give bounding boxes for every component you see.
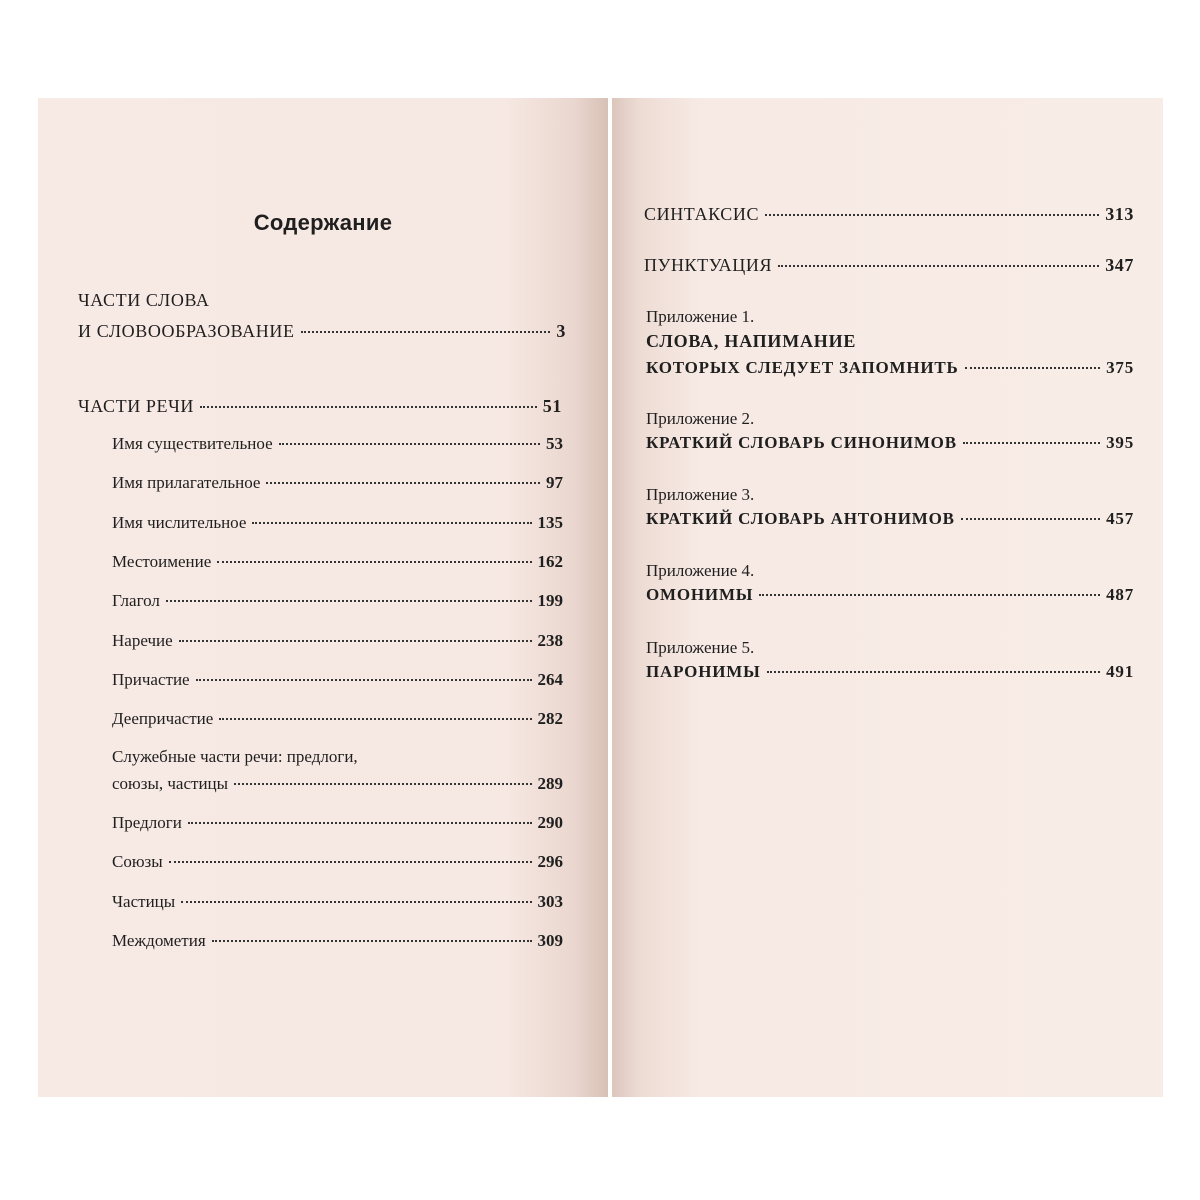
contents-title: Содержание bbox=[253, 210, 393, 235]
toc-service-line1: Служебные части речи: предлоги, bbox=[112, 747, 358, 766]
toc-entry-label: союзы, частицы bbox=[112, 774, 229, 793]
appendix-caption: Приложение 2. bbox=[646, 409, 755, 428]
toc-entry-page: 375 bbox=[1106, 358, 1134, 377]
toc-entry-label: ОМОНИМЫ bbox=[646, 585, 754, 604]
toc-entry bbox=[112, 708, 563, 730]
toc-entry-label: Имя прилагательное bbox=[112, 473, 261, 492]
toc-entry-page: 487 bbox=[1106, 585, 1134, 604]
toc-entry-page: 313 bbox=[1105, 204, 1134, 224]
dot-leader bbox=[169, 861, 532, 863]
toc-entry-page: 491 bbox=[1106, 662, 1134, 681]
toc-part1-line1: ЧАСТИ СЛОВА bbox=[78, 290, 210, 310]
toc-entry-page: 162 bbox=[537, 552, 563, 571]
dot-leader bbox=[219, 718, 531, 720]
toc-entry-label: Глагол bbox=[112, 591, 160, 610]
dot-leader bbox=[200, 406, 537, 408]
dot-leader bbox=[765, 214, 1099, 216]
toc-entry-label: ПАРОНИМЫ bbox=[646, 662, 761, 681]
appendix-caption: Приложение 5. bbox=[646, 638, 755, 657]
toc-entry-page: 290 bbox=[537, 813, 563, 832]
toc-entry-label: Наречие bbox=[112, 631, 173, 650]
toc-entry-page: 296 bbox=[537, 852, 563, 871]
toc-entry-label: ЧАСТИ РЕЧИ bbox=[78, 396, 195, 416]
toc-entry-page: 51 bbox=[542, 396, 562, 416]
toc-entry-page: 282 bbox=[537, 709, 563, 728]
dot-leader bbox=[963, 442, 1100, 444]
dot-leader bbox=[279, 443, 540, 445]
toc-entry-label: КРАТКИЙ СЛОВАРЬ СИНОНИМОВ bbox=[646, 433, 957, 452]
toc-entry-page: 3 bbox=[556, 321, 566, 341]
dot-leader bbox=[266, 482, 540, 484]
toc-entry bbox=[112, 930, 563, 952]
toc-entry-page: 289 bbox=[537, 774, 563, 793]
toc-entry-label: КОТОРЫХ СЛЕДУЕТ ЗАПОМНИТЬ bbox=[646, 358, 959, 377]
dot-leader bbox=[166, 600, 532, 602]
toc-entry-label: Союзы bbox=[112, 852, 163, 871]
toc-entry-label: Имя числительное bbox=[112, 513, 247, 532]
toc-entry-label: Частицы bbox=[112, 892, 176, 911]
toc-entry bbox=[112, 433, 563, 455]
left-page bbox=[38, 98, 608, 1097]
toc-entry-page: 347 bbox=[1105, 255, 1134, 275]
dot-leader bbox=[212, 940, 532, 942]
appendix-caption: Приложение 4. bbox=[646, 561, 755, 580]
toc-entry-section bbox=[644, 203, 1134, 225]
toc-entry-page: 309 bbox=[537, 931, 563, 950]
toc-entry bbox=[112, 851, 563, 873]
right-page bbox=[612, 98, 1163, 1097]
toc-entry-label: И СЛОВООБРАЗОВАНИЕ bbox=[78, 321, 295, 341]
toc-entry-page: 264 bbox=[537, 670, 563, 689]
toc-entry-page: 53 bbox=[546, 434, 563, 453]
toc-entry bbox=[112, 590, 563, 612]
toc-entry bbox=[112, 669, 563, 691]
toc-entry-label: Причастие bbox=[112, 670, 190, 689]
dot-leader bbox=[301, 331, 551, 333]
toc-entry-page: 97 bbox=[546, 473, 563, 492]
dot-leader bbox=[759, 594, 1100, 596]
dot-leader bbox=[965, 367, 1101, 369]
toc-entry-label: Предлоги bbox=[112, 813, 182, 832]
dot-leader bbox=[234, 783, 531, 785]
toc-entry-label: Междометия bbox=[112, 931, 206, 950]
appendix-caption: Приложение 3. bbox=[646, 485, 755, 504]
toc-entry-page: 457 bbox=[1106, 509, 1134, 528]
toc-entry-label: Деепричастие bbox=[112, 709, 214, 728]
dot-leader bbox=[252, 522, 531, 524]
toc-entry bbox=[112, 512, 563, 534]
toc-entry bbox=[112, 891, 563, 913]
toc-entry-section bbox=[644, 254, 1134, 276]
toc-entry bbox=[112, 812, 563, 834]
dot-leader bbox=[961, 518, 1100, 520]
dot-leader bbox=[778, 265, 1099, 267]
toc-entry-label: ПУНКТУАЦИЯ bbox=[644, 255, 773, 275]
toc-entry-appendix bbox=[646, 661, 1134, 683]
toc-entry-appendix bbox=[646, 584, 1134, 606]
toc-entry-page: 135 bbox=[537, 513, 563, 532]
dot-leader bbox=[767, 671, 1101, 673]
dot-leader bbox=[181, 901, 531, 903]
toc-entry-page: 303 bbox=[537, 892, 563, 911]
toc-entry bbox=[112, 551, 563, 573]
toc-entry bbox=[112, 472, 563, 494]
toc-entry-appendix bbox=[646, 508, 1134, 530]
toc-entry-label: Местоимение bbox=[112, 552, 212, 571]
toc-entry bbox=[112, 773, 563, 795]
toc-entry-part1 bbox=[78, 320, 566, 342]
dot-leader bbox=[179, 640, 532, 642]
toc-entry-page: 395 bbox=[1106, 433, 1134, 452]
appendix-caption: Приложение 1. bbox=[646, 307, 755, 326]
toc-entry-label: Имя существительное bbox=[112, 434, 273, 453]
dot-leader bbox=[217, 561, 531, 563]
toc-entry-appendix bbox=[646, 357, 1134, 379]
appendix-title-line1: СЛОВА, НАПИМАНИЕ bbox=[646, 331, 857, 351]
dot-leader bbox=[188, 822, 532, 824]
dot-leader bbox=[196, 679, 532, 681]
toc-entry bbox=[112, 630, 563, 652]
toc-entry-page: 238 bbox=[537, 631, 563, 650]
toc-entry-label: СИНТАКСИС bbox=[644, 204, 760, 224]
toc-entry-appendix bbox=[646, 432, 1134, 454]
toc-entry-part2 bbox=[78, 395, 562, 417]
toc-entry-page: 199 bbox=[537, 591, 563, 610]
toc-entry-label: КРАТКИЙ СЛОВАРЬ АНТОНИМОВ bbox=[646, 509, 955, 528]
